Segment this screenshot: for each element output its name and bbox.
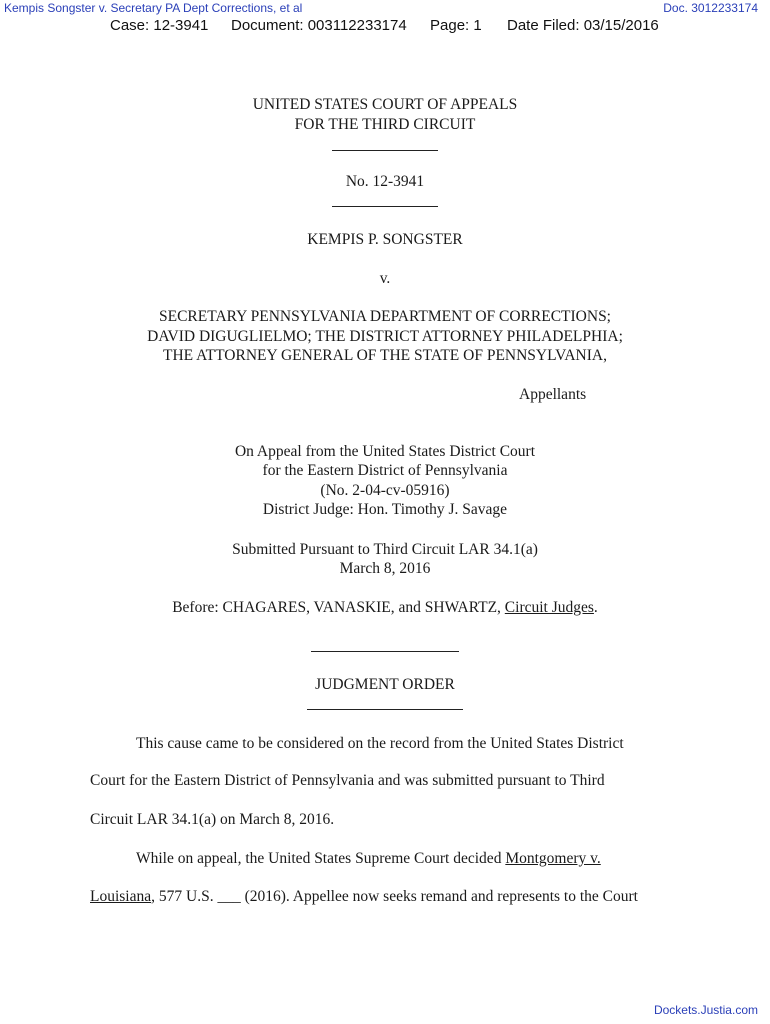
date-filed: Date Filed: 03/15/2016 bbox=[507, 17, 659, 34]
body-p1-line3: Circuit LAR 34.1(a) on March 8, 2016. bbox=[90, 811, 335, 828]
doc-number-link[interactable]: Doc. 3012233174 bbox=[663, 1, 758, 15]
appellants-line3: THE ATTORNEY GENERAL OF THE STATE OF PENNSYLVANIA, bbox=[163, 347, 607, 364]
body-p2-suffix: , 577 U.S. ___ (2016). Appellee now seeks remand and represents to the Court bbox=[151, 888, 638, 905]
case-title-link[interactable]: Kempis Songster v. Secretary PA Dept Corrections, et al bbox=[4, 1, 303, 15]
appellee-name: KEMPIS P. SONGSTER bbox=[307, 231, 463, 248]
appeal-line1: On Appeal from the United States District Court bbox=[234, 443, 536, 460]
appeal-line2: for the Eastern District of Pennsylvania bbox=[262, 462, 508, 479]
body-p1-line1: This cause came to be considered on the record from the United States District bbox=[136, 735, 624, 752]
order-title: JUDGMENT ORDER bbox=[315, 676, 455, 693]
submission-basis: Submitted Pursuant to Third Circuit LAR 34.1(a) bbox=[232, 541, 538, 558]
versus: v. bbox=[379, 270, 391, 287]
docket-number: No. 12-3941 bbox=[345, 173, 425, 190]
appeal-line3: (No. 2-04-cv-05916) bbox=[320, 482, 450, 499]
body-p2-prefix: While on appeal, the United States Supreme Court decided bbox=[136, 850, 506, 867]
case-number: Case: 12-3941 bbox=[110, 17, 209, 34]
panel-prefix: Before: CHAGARES, VANASKIE, and SHWARTZ, bbox=[172, 599, 505, 616]
justia-link[interactable]: Dockets.Justia.com bbox=[653, 1003, 758, 1017]
case-citation-part2: Louisiana bbox=[90, 888, 152, 905]
body-p2-line1 bbox=[136, 849, 601, 868]
submission-date: March 8, 2016 bbox=[339, 560, 431, 577]
panel-title: Circuit Judges bbox=[504, 599, 594, 616]
divider bbox=[332, 206, 438, 207]
appellants-label: Appellants bbox=[519, 386, 587, 403]
appellants-line2: DAVID DIGUGLIELMO; THE DISTRICT ATTORNEY PHILADELPHIA; bbox=[147, 328, 623, 345]
appellants-line1: SECRETARY PENNSYLVANIA DEPARTMENT OF CORRECTIONS; bbox=[158, 308, 611, 325]
divider bbox=[332, 150, 438, 151]
divider bbox=[307, 709, 463, 710]
court-name-line2: FOR THE THIRD CIRCUIT bbox=[294, 116, 476, 133]
panel-judges bbox=[0, 598, 770, 617]
document-number: Document: 003112233174 bbox=[231, 17, 407, 34]
body-p1-line2: Court for the Eastern District of Pennsylvania and was submitted pursuant to Third bbox=[90, 772, 605, 789]
case-citation-part1: Montgomery v. bbox=[505, 850, 601, 867]
panel-suffix: . bbox=[593, 599, 598, 616]
page-number: Page: 1 bbox=[430, 17, 482, 34]
court-name-line1: UNITED STATES COURT OF APPEALS bbox=[252, 96, 518, 113]
district-judge: District Judge: Hon. Timothy J. Savage bbox=[262, 501, 508, 518]
body-p2-line2 bbox=[90, 887, 638, 906]
divider bbox=[311, 651, 459, 652]
